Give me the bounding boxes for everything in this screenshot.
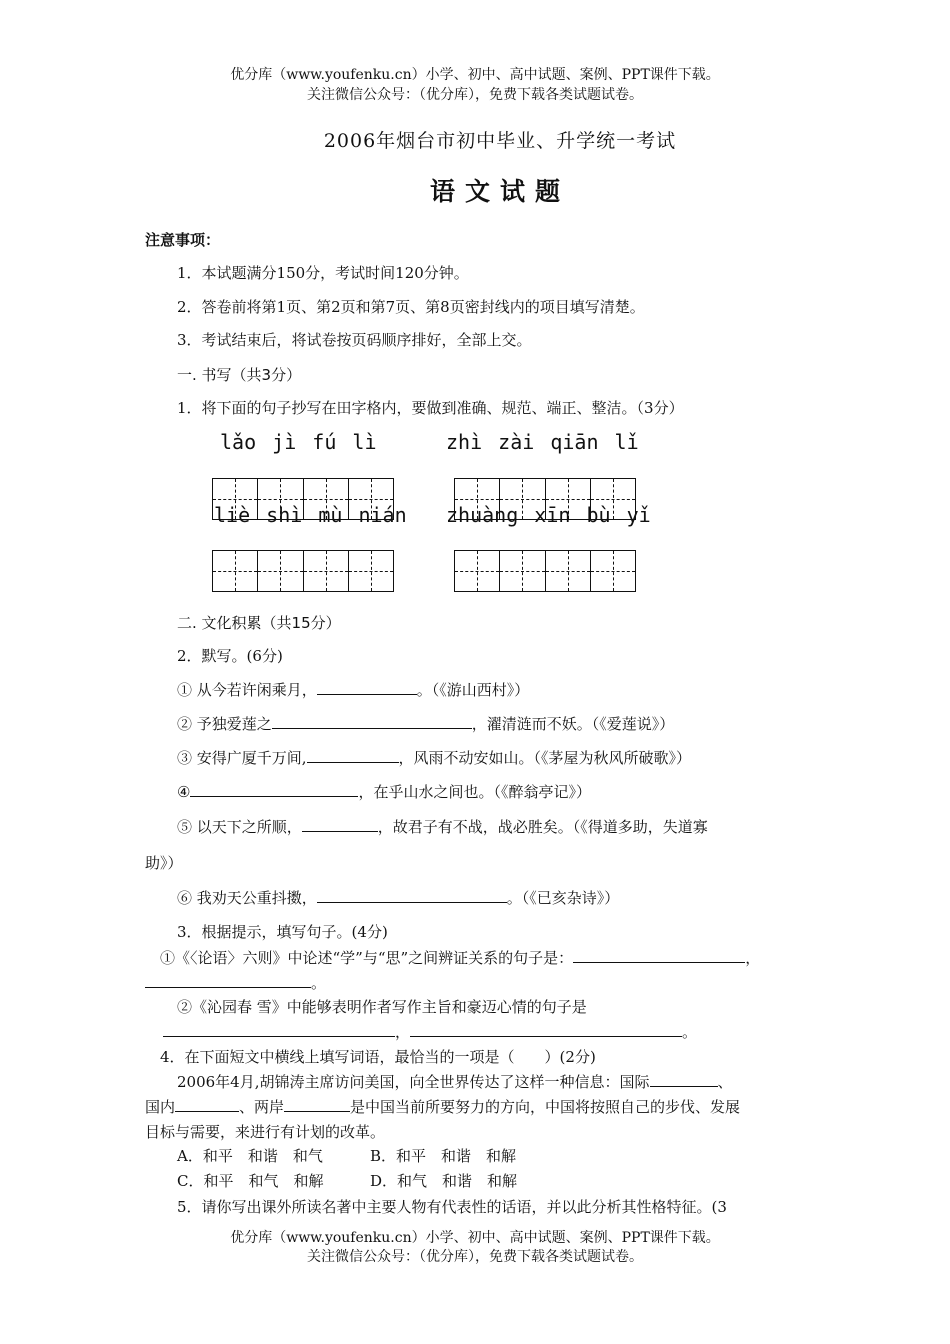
punctuation: 。	[682, 1023, 698, 1041]
answer-blank[interactable]	[284, 1097, 350, 1112]
question-3-1-continued	[145, 972, 326, 993]
question-4: 4．在下面短文中横线上填写词语，最恰当的一项是（ ）(2分)	[160, 1048, 596, 1066]
grid-cell[interactable]	[546, 551, 591, 591]
passage-text: 、两岸	[239, 1098, 285, 1116]
recite-4-source: ，在乎山水之间也。（《醉翁亭记》）	[358, 783, 591, 801]
answer-blank[interactable]	[272, 714, 472, 729]
pinyin-line-2: zhì zài qiān lǐ	[446, 430, 639, 454]
recite-3-source: ，风雨不动安如山。（《茅屋为秋风所破歌》）	[398, 749, 692, 767]
punctuation: ，	[745, 949, 761, 967]
header-line-2: 关注微信公众号：（优分库），免费下载各类试题试卷。	[307, 87, 643, 103]
recite-item-5-continued: 助》）	[145, 854, 183, 872]
grid-cell[interactable]	[304, 551, 349, 591]
grid-cell[interactable]	[591, 551, 635, 591]
grid-cell[interactable]	[455, 551, 500, 591]
option-d[interactable]: D．和气 和谐 和解	[370, 1172, 518, 1190]
question-4-passage-line-2	[145, 1096, 740, 1117]
header-line-1: 优分库（www.youfenku.cn）小学、初中、高中试题、案例、PPT课件下载。	[230, 67, 720, 83]
exam-title: 2006年烟台市初中毕业、升学统一考试	[323, 130, 677, 152]
answer-blank[interactable]	[573, 948, 745, 963]
answer-blank[interactable]	[650, 1072, 718, 1087]
question-3-2: ②《沁园春 雪》中能够表明作者写作主旨和豪迈心情的句子是	[177, 998, 587, 1016]
grid-cell[interactable]	[500, 551, 545, 591]
question-3-1	[160, 947, 760, 968]
question-1: 1．将下面的句子抄写在田字格内，要做到准确、规范、端正、整洁。（3分）	[177, 399, 684, 417]
recite-1-source: 。（《游山西村》）	[416, 681, 530, 699]
pinyin-line-1: lǎo jì fú lì	[220, 430, 377, 454]
answer-blank[interactable]	[307, 748, 399, 763]
recite-item-1	[177, 679, 529, 700]
grid-cell[interactable]	[258, 551, 303, 591]
recite-6-source: 。（《已亥杂诗》）	[506, 889, 620, 907]
footer-line-2: 关注微信公众号：（优分库），免费下载各类试题试卷。	[307, 1249, 643, 1265]
question-5: 5．请你写出课外所读名著中主要人物有代表性的话语，并以此分析其性格特征。(3	[177, 1198, 727, 1216]
recite-2-source: ，濯清涟而不妖。（《爱莲说》）	[471, 715, 675, 733]
option-b[interactable]: B．和平 和谐 和解	[370, 1147, 517, 1165]
section-1-title: 一. 书写（共3分）	[177, 366, 302, 384]
note-item-1: 1．本试题满分150分，考试时间120分钟。	[177, 264, 469, 282]
question-3-2-answer	[163, 1021, 697, 1042]
grid-cell[interactable]	[349, 551, 393, 591]
answer-blank[interactable]	[317, 680, 417, 695]
recite-item-3	[177, 747, 691, 768]
answer-blank[interactable]	[175, 1097, 239, 1112]
question-3: 3．根据提示，填写句子。(4分)	[177, 923, 388, 941]
recite-6-text: ⑥ 我劝天公重抖擞，	[177, 889, 317, 907]
answer-blank[interactable]	[410, 1022, 682, 1037]
question-2: 2．默写。(6分)	[177, 647, 283, 665]
question-3-1-text: ①《〈论语〉六则》中论述“学”与“思”之间辨证关系的句子是：	[160, 949, 574, 967]
recite-item-5	[177, 816, 708, 837]
question-4-passage-line-3: 目标与需要，来进行有计划的改革。	[145, 1123, 386, 1141]
note-item-3: 3．考试结束后，将试卷按页码顺序排好，全部上交。	[177, 331, 532, 349]
option-a[interactable]: A．和平 和谐 和气	[177, 1147, 323, 1165]
recite-item-6	[177, 887, 619, 908]
pinyin-line-4: zhuàng xīn bù yǐ	[446, 503, 651, 527]
passage-text: 2006年4月,胡锦涛主席访问美国，向全世界传达了这样一种信息：国际	[177, 1073, 650, 1091]
recite-2-text: ② 予独爱莲之	[177, 715, 272, 733]
answer-blank[interactable]	[190, 782, 358, 797]
recite-item-2	[177, 713, 674, 734]
answer-blank[interactable]	[145, 973, 311, 988]
punctuation: 、	[717, 1073, 733, 1091]
pinyin-line-3: liè shì mù nián	[214, 503, 407, 527]
option-c[interactable]: C．和平 和气 和解	[177, 1172, 324, 1190]
grid-cell[interactable]	[213, 551, 258, 591]
footer-line-1: 优分库（www.youfenku.cn）小学、初中、高中试题、案例、PPT课件下载。	[230, 1230, 720, 1246]
recite-3-text: ③ 安得广厦千万间,	[177, 749, 307, 767]
answer-blank[interactable]	[163, 1022, 395, 1037]
recite-1-text: ① 从今若许闲乘月，	[177, 681, 317, 699]
answer-blank[interactable]	[317, 888, 507, 903]
notes-heading: 注意事项：	[145, 231, 221, 249]
recite-4-text: ④	[177, 783, 191, 801]
writing-grid-3[interactable]	[212, 550, 394, 592]
passage-text: 国内	[145, 1098, 176, 1116]
section-2-title: 二. 文化积累（共15分）	[177, 614, 341, 632]
answer-blank[interactable]	[302, 817, 378, 832]
punctuation: ，	[395, 1023, 411, 1041]
subject-title: 语文试题	[429, 177, 570, 206]
recite-item-4	[177, 781, 591, 802]
recite-5-source: ，故君子有不战，战必胜矣。（《得道多助，失道寡	[377, 818, 708, 836]
passage-text: 是中国当前所要努力的方向，中国将按照自己的步伐、发展	[350, 1098, 741, 1116]
punctuation: 。	[311, 974, 327, 992]
question-4-passage-line-1	[177, 1071, 733, 1092]
writing-grid-4[interactable]	[454, 550, 636, 592]
recite-5-text: ⑤ 以天下之所顺，	[177, 818, 302, 836]
note-item-2: 2．答卷前将第1页、第2页和第7页、第8页密封线内的项目填写清楚。	[177, 298, 645, 316]
